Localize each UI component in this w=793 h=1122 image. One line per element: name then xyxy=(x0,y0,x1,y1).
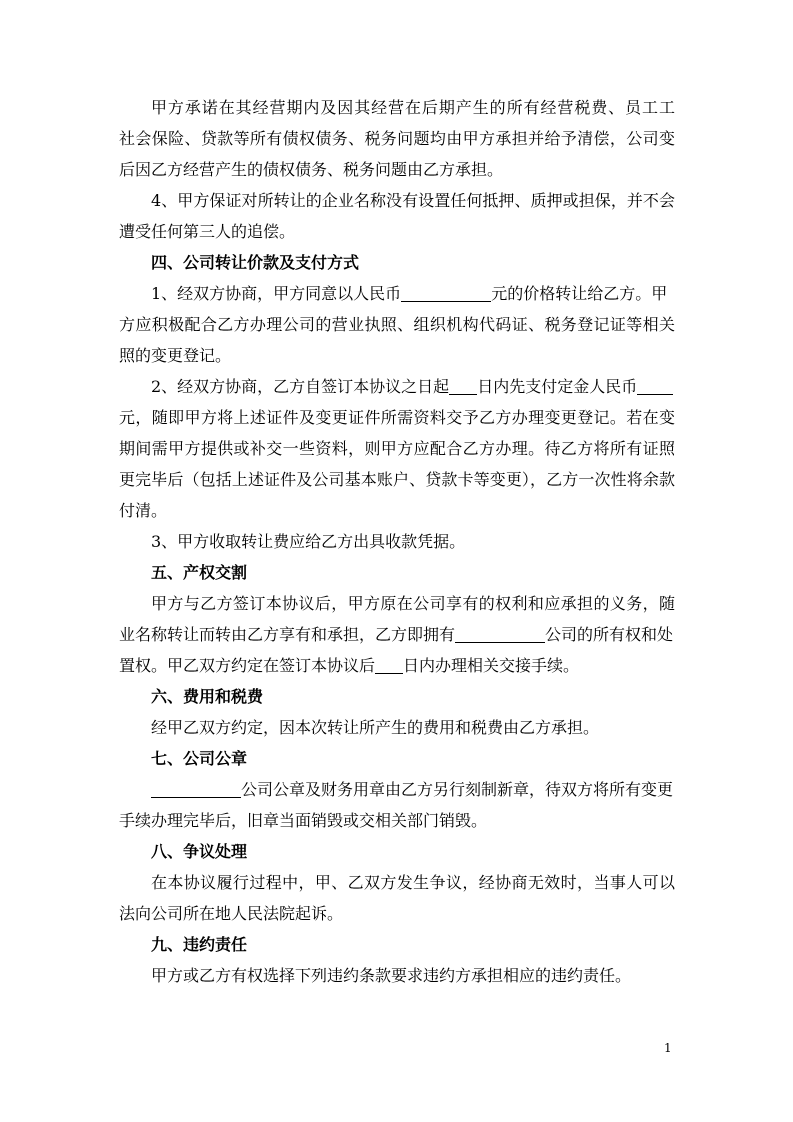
paragraph-line: 4、甲方保证对所转让的企业名称没有设置任何抵押、质押或担保，并不会 xyxy=(151,191,675,210)
section-heading: 七、公司公章 xyxy=(151,749,248,768)
paragraph-line: 3、甲方收取转让费应给乙方出具收款凭据。 xyxy=(151,532,466,551)
section-heading: 五、产权交割 xyxy=(151,563,248,582)
fill-in-blank xyxy=(637,375,673,395)
paragraph-line xyxy=(119,371,675,402)
paragraph-line xyxy=(119,278,675,309)
paragraph-line: 甲方或乙方有权选择下列违约条款要求违约方承担相应的违约责任。 xyxy=(151,966,632,985)
paragraph-line: 经甲乙双方约定，因本次转让所产生的费用和税费由乙方承担。 xyxy=(151,718,600,737)
paragraph-line: 照的变更登记。 xyxy=(119,346,232,365)
paragraph-line: 付清。 xyxy=(119,501,168,520)
section-heading: 九、违约责任 xyxy=(151,935,248,954)
paragraph-line xyxy=(119,619,675,650)
paragraph-text: 1、经双方协商，甲方同意以人民币 xyxy=(151,284,402,303)
paragraph-line: 期间需甲方提供或补交一些资料，则甲方应配合乙方办理。待乙方将所有证照 xyxy=(119,439,675,458)
paragraph-line: 手续办理完毕后，旧章当面销毁或交相关部门销毁。 xyxy=(119,811,488,830)
page-number: 1 xyxy=(664,1041,672,1055)
paragraph-text: 置权。甲乙双方约定在签订本协议后 xyxy=(119,656,376,675)
section-heading: 八、争议处理 xyxy=(151,842,248,861)
paragraph-text: 2、经双方协商，乙方自签订本协议之日起 xyxy=(151,377,450,396)
paragraph-line xyxy=(119,774,675,805)
paragraph-text: 业名称转让而转由乙方享有和承担，乙方即拥有 xyxy=(119,625,456,644)
paragraph-line: 社会保险、贷款等所有债权债务、税务问题均由甲方承担并给予清偿，公司变 xyxy=(119,129,675,148)
paragraph-line: 遭受任何第三人的追偿。 xyxy=(119,222,296,241)
paragraph-line: 甲方承诺在其经营期内及因其经营在后期产生的所有经营税费、员工工 xyxy=(151,98,675,117)
paragraph-text: 元的价格转让给乙方。甲 xyxy=(491,284,668,303)
paragraph-line: 甲方与乙方签订本协议后，甲方原在公司享有的权利和应承担的义务，随 xyxy=(151,594,675,613)
paragraph-line: 法向公司所在地人民法院起诉。 xyxy=(119,904,344,923)
fill-in-blank xyxy=(455,623,545,643)
paragraph-line: 后因乙方经营产生的债权债务、税务问题由乙方承担。 xyxy=(119,160,504,179)
paragraph-line xyxy=(119,650,675,681)
paragraph-line: 更完毕后（包括上述证件及公司基本账户、贷款卡等变更），乙方一次性将余款 xyxy=(119,470,675,489)
paragraph-text: 公司的所有权和处 xyxy=(545,625,674,644)
fill-in-blank xyxy=(375,654,403,674)
document-body xyxy=(119,92,675,991)
fill-in-blank xyxy=(449,375,477,395)
paragraph-text: 公司公章及财务用章由乙方另行刻制新章，待双方将所有变更 xyxy=(241,780,674,799)
paragraph-line: 在本协议履行过程中，甲、乙双方发生争议，经协商无效时，当事人可以 xyxy=(151,873,675,892)
section-heading: 六、费用和税费 xyxy=(151,687,264,706)
fill-in-blank xyxy=(151,778,241,798)
fill-in-blank xyxy=(401,282,491,302)
paragraph-text: 日内办理相关交接手续。 xyxy=(403,656,580,675)
section-heading: 四、公司转让价款及支付方式 xyxy=(151,253,360,272)
paragraph-line: 方应积极配合乙方办理公司的营业执照、组织机构代码证、税务登记证等相关 xyxy=(119,315,675,334)
paragraph-line: 元，随即甲方将上述证件及变更证件所需资料交予乙方办理变更登记。若在变 xyxy=(119,408,675,427)
paragraph-text: 日内先支付定金人民币 xyxy=(477,377,638,396)
